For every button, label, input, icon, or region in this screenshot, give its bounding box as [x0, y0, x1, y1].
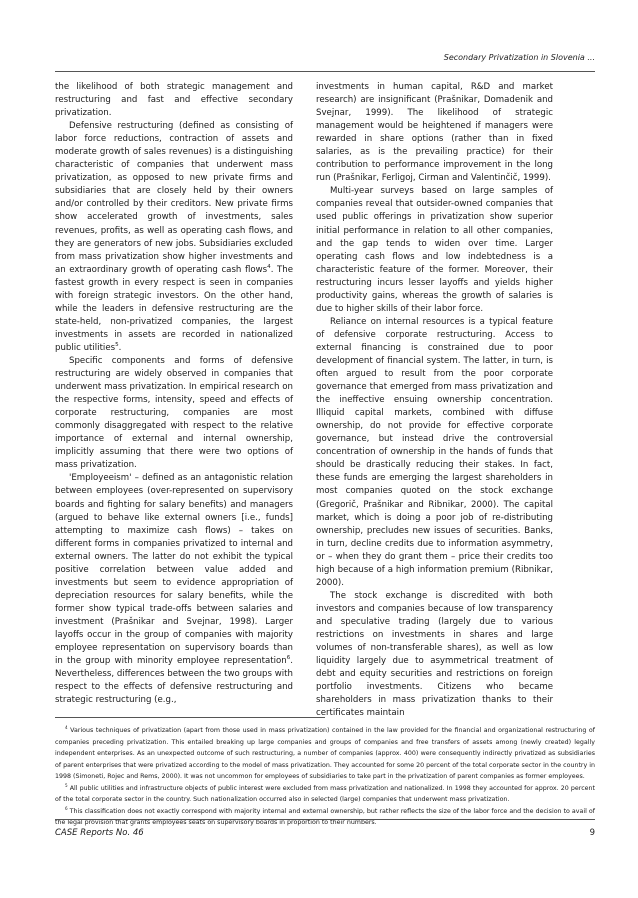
page-number: 9	[589, 828, 595, 838]
footnote: $^6$ This classification does not exactly correspond with majority internal and external ownership, but rather reflects the size of the labor force and the decision to avail of the legal provision that grants employees seats on supervisory boards in proportion to their numbers.	[55, 805, 595, 826]
paragraph: investments in human capital, R&D and market research) are insignificant (Prašnikar, Domadenik and Svejnar, 1999). The likelihood of strategic management would be heightened if managers were rewarded in share options (rather than in fixed salaries, as is the prevailing practice) for their contribution to performance improvement in the long run (Prašnikar, Ferligoj, Cirman and Valentinčič, 1999).	[316, 82, 553, 184]
running-header: Secondary Privatization in Slovenia ...	[443, 53, 595, 62]
footnote: $^4$ Various techniques of privatization (apart from those used in mass privatization) contained in the law provided for the financial and organizational restructuring of companies preceding privatization. This entailed breaking up large companies and groups of companies and free transfers of assets among (newly created) legally independent enterprises. As an unexpected outcome of such restructuring, a number of companies (approx. 400) were consequently indirectly privatized as subsidiaries of parent enterprises that were privatized according to the model of mass privatization. They accounted for some 20 percent of the total corporate sector in the country in 1998 (Simoneti, Rojec and Rems, 2000). It was not uncommon for employees of subsidiaries to take part in the privatization of parent companies as former employees.	[55, 724, 595, 780]
footer-rule	[55, 819, 595, 820]
series-title: CASE Reports No. 46	[55, 828, 144, 838]
paragraph: Defensive restructuring (defined as consisting of labor force reductions, contraction of assets and moderate growth of sales revenues) is a distinguishing characteristic of companies that underwent mass privatization, as opposed to new private firms and subsidiaries that are closely held by their owners and/or controlled by their creditors. New private firms show accelerated growth of investments, sales revenues, profits, as well as operating cash flows, and they are generators of new jobs. Subsidiaries excluded from mass privatization show higher investments and an extraordinary growth of operating cash flows$^4$. The fastest growth in every respect is seen in companies with foreign strategic investors. On the other hand, while the leaders in defensive restructuring are the state-held, non-privatized companies, the largest investments in assets are recorded in nationalized public utilities$^5$.	[55, 121, 293, 353]
right-column	[316, 81, 553, 720]
paragraph: The stock exchange is discredited with both investors and companies because of low transparency and speculative trading (largely due to various restrictions on investments in shares and large volumes of non-transferable shares), as well as low liquidity largely due to asymmetrical treatment of debt and equity securities and restrictions on foreign portfolio investments. Citizens who became shareholders in mass privatization thanks to their certificates maintain	[316, 590, 553, 719]
paragraph: Specific components and forms of defensive restructuring are widely observed in companies that underwent mass privatization. In empirical research on the respective forms, intensity, speed and effects of corporate restructuring, companies are most commonly disaggregated with respect to the relative importance of external and internal ownership, implicitly assuming that there were two options of mass privatization.	[55, 355, 293, 471]
paragraph: Multi-year surveys based on large samples of companies reveal that outsider-owned companies that used public offerings in privatization show superior initial performance in relation to all other companies, and the gap tends to widen over time. Larger operating cash flows and low indebtedness is a characteristic feature of the former. Moreover, their restructuring incurs lesser layoffs and yields higher productivity gains, whereas the growth of salaries is due to higher skills of their labor force.	[316, 186, 553, 314]
left-column	[55, 81, 293, 707]
footnotes	[55, 725, 595, 829]
footnote: $^5$ All public utilities and infrastructure objects of public interest were excluded from mass privatization and nationalized. In 1998 they accounted for approx. 20 percent of the total corporate sector in the country. Such nationalization occurred also in selected (large) companies that underwent mass privatization.	[55, 782, 595, 803]
paragraph: 'Employeeism' – defined as an antagonistic relation between employees (over-represented on supervisory boards and fighting for salary benefits) and managers (argued to behave like external owners [i.e., funds] attempting to maximize cash flows) – takes on different forms in companies privatized to internal and external owners. The latter do not exhibit the typical positive correlation between value added and investments but seem to evidence appropriation of depreciation resources for salary benefits, while the former show typical trade-offs between salaries and investment (Prašnikar and Svejnar, 1998). Larger layoffs occur in the group of companies with majority employee representation on supervisory boards than in the group with minority employee representation$^6$. Nevertheless, differences between the two groups with respect to the effects of defensive restructuring and strategic restructuring (e.g.,	[55, 473, 293, 706]
footnote-ref: 4	[267, 263, 271, 270]
header-rule	[55, 71, 595, 72]
paragraph: the likelihood of both strategic management and restructuring and fast and effective secondary privatization.	[55, 82, 293, 119]
footnote-ref: 6	[286, 655, 291, 662]
footnote-rule	[55, 717, 325, 718]
footnote-ref: 5	[115, 342, 119, 349]
paragraph: Reliance on internal resources is a typical feature of defensive corporate restructuring. Access to external financing is constrained due to poor development of financial system. The latter, in turn, is often argued to result from the poor corporate governance that emerged from mass privatization and the ineffective ensuing ownership concentration. Illiquid capital markets, combined with diffuse ownership, do not provide for effective corporate governance, but instead drive the controversial concentration of ownership in the hands of funds that should be drastically reducing their stakes. In fact, these funds are emerging the largest shareholders in most companies quoted on the stock exchange (Gregorič, Prašnikar and Ribnikar, 2000). The capital market, which is doing a poor job of re-distributing ownership, precludes new issues of securities. Banks, in turn, decline credits due to information asymmetry, or – when they do grant them – price their credits too high because of a high information premium (Ribnikar, 2000).	[316, 316, 553, 588]
